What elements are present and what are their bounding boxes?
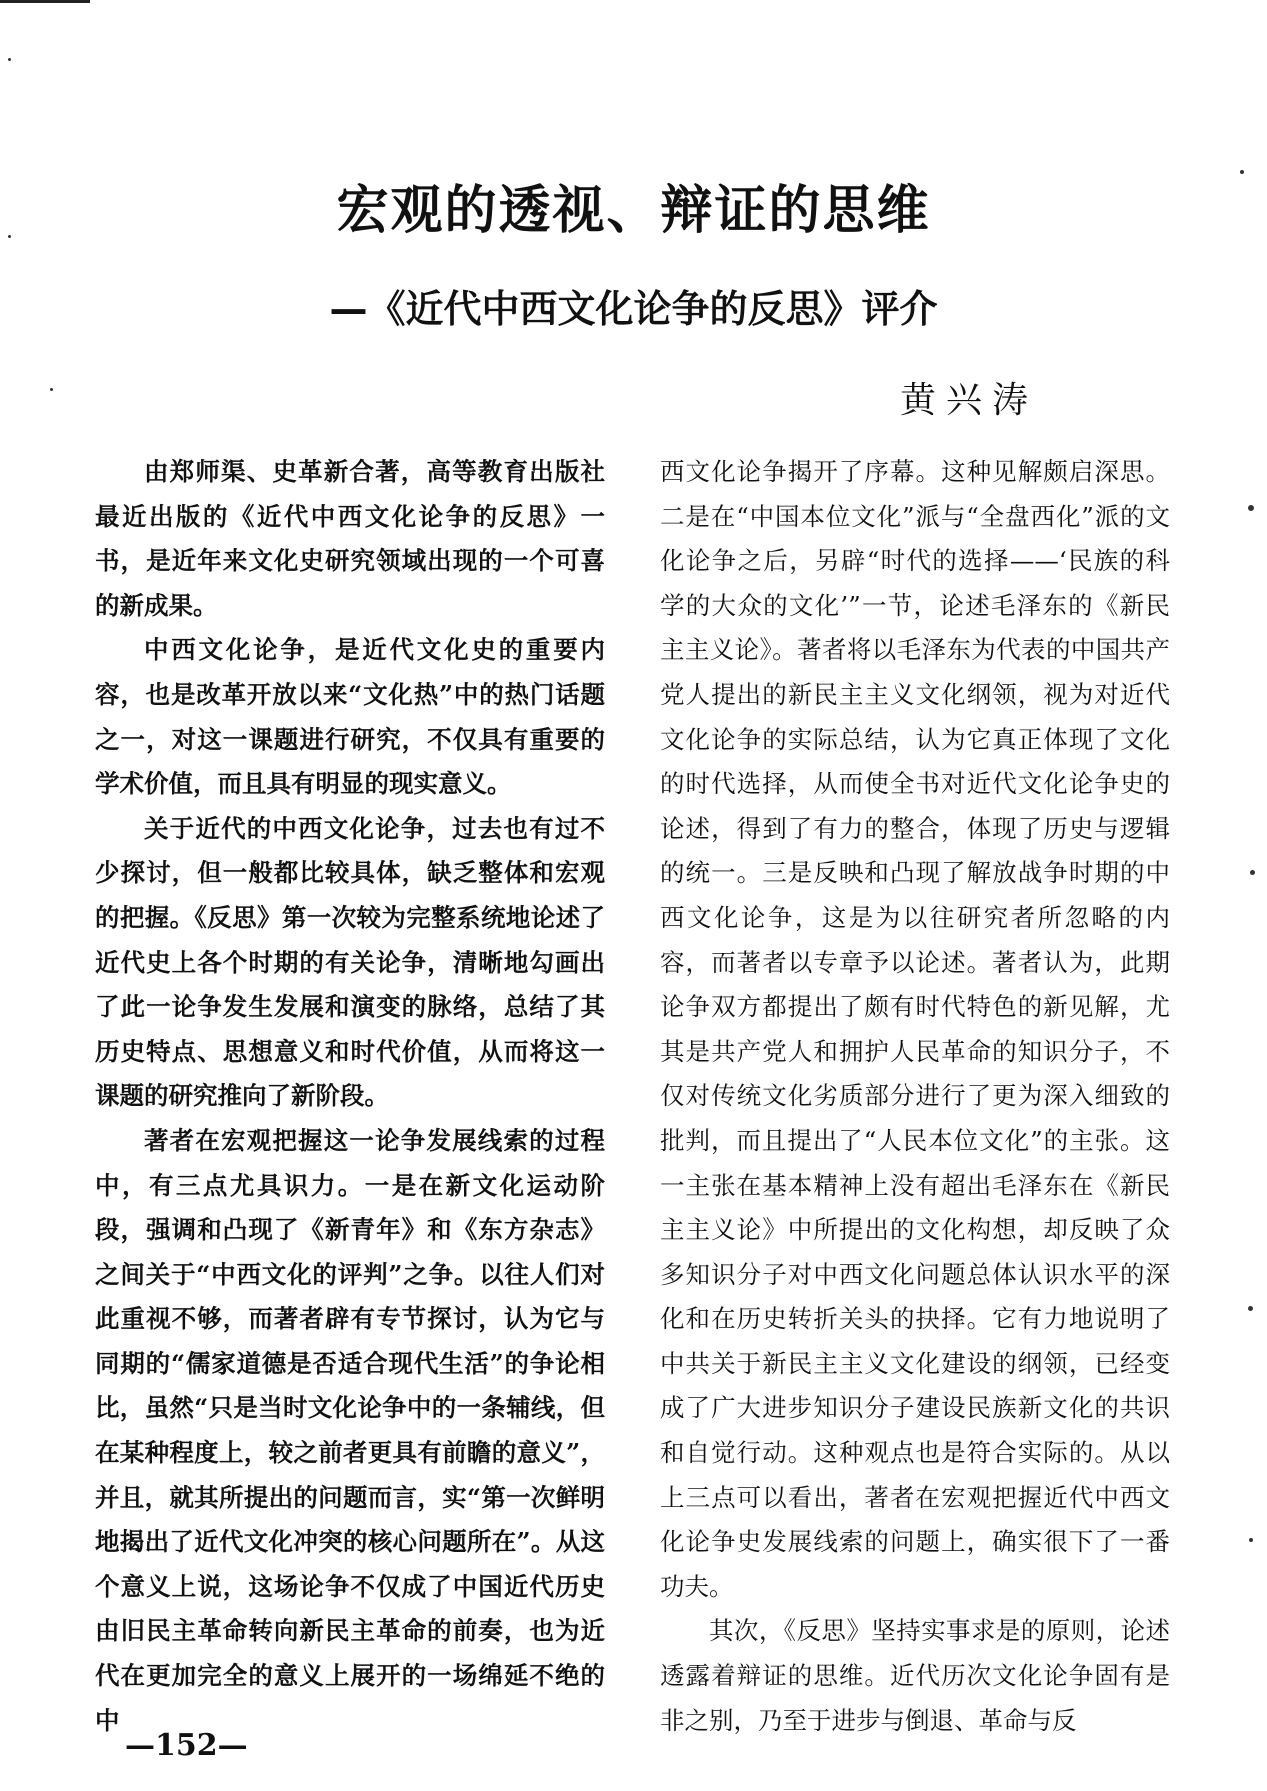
scan-mark: [1250, 870, 1255, 875]
scan-mark: [1248, 1306, 1253, 1311]
left-column: [95, 450, 605, 1735]
article-title: 宏观的透视、辩证的思维: [336, 181, 931, 241]
right-column: [660, 450, 1170, 1735]
left-paragraph-1: 由郑师渠、史革新合著，高等教育出版社最近出版的《近代中西文化论争的反思》一书，是近年来文化史研究领域出现的一个可喜的新成果。: [95, 457, 605, 620]
scan-mark: [8, 235, 11, 238]
author-name: 黄兴涛: [900, 380, 1039, 421]
page-number: —152—: [125, 1728, 248, 1763]
left-paragraph-4: 著者在宏观把握这一论争发展线索的过程中，有三点尤具识力。一是在新文化运动阶段，强调和凸现了《新青年》和《东方杂志》之间关于“中西文化的评判”之争。以往人们对此重视不够，而著者辟有专节探讨，认为它与同期的“儒家道德是否适合现代生活”的争论相比，虽然“只是当时文化论争中的一条辅线，但在某种程度上，较之前者更具有前瞻的意义”，并且，就其所提出的问题而言，实“第一次鲜明地揭出了近代文化冲突的核心问题所在”。从这个意义上说，这场论争不仅成了中国近代历史由旧民主革命转向新民主革命的前奏，也为近代在更加完全的意义上展开的一场绵延不绝的中: [95, 1125, 605, 1735]
right-paragraph-2: 其次，《反思》坚持实事求是的原则，论述透露着辩证的思维。近代历次文化论争固有是非之别，乃至于进步与倒退、革命与反: [660, 1616, 1170, 1735]
left-paragraph-2: 中西文化论争，是近代文化史的重要内容，也是改革开放以来“文化热”中的热门话题之一，对这一课题进行研究，不仅具有重要的学术价值，而且具有明显的现实意义。: [95, 635, 605, 799]
scan-mark: [1248, 505, 1254, 511]
scan-mark: [8, 58, 11, 61]
scan-mark: [50, 388, 53, 391]
scan-mark: [1240, 170, 1244, 174]
right-paragraph-1: 西文化论争揭开了序幕。这种见解颇启深思。二是在“中国本位文化”派与“全盘西化”派的文化论争之后，另辟“时代的选择——‘民族的科学的大众的文化’”一节，论述毛泽东的《新民主主义论》。著者将以毛泽东为代表的中国共产党人提出的新民主主义文化纲领，视为对近代文化论争的实际总结，认为它真正体现了文化的时代选择，从而使全书对近代文化论争史的论述，得到了有力的整合，体现了历史与逻辑的统一。三是反映和凸现了解放战争时期的中西文化论争，这是为以往研究者所忽略的内容，而著者以专章予以论述。著者认为，此期论争双方都提出了颇有时代特色的新见解，尤其是共产党人和拥护人民革命的知识分子，不仅对传统文化劣质部分进行了更为深入细致的批判，而且提出了“人民本位文化”的主张。这一主张在基本精神上没有超出毛泽东在《新民主主义论》中所提出的文化构想，却反映了众多知识分子对中西文化问题总体认识水平的深化和在历史转折关头的抉择。它有力地说明了中共关于新民主主义文化建设的纲领，已经变成了广大进步知识分子建设民族新文化的共识和自觉行动。这种观点也是符合实际的。从以上三点可以看出，著者在宏观把握近代中西文化论争史发展线索的问题上，确实很下了一番功夫。: [660, 457, 1170, 1601]
top-rule: [0, 0, 90, 3]
article-subtitle: —《近代中西文化论争的反思》评介: [329, 287, 938, 331]
scan-mark: [1249, 1538, 1253, 1542]
left-paragraph-3: 关于近代的中西文化论争，过去也有过不少探讨，但一般都比较具体，缺乏整体和宏观的把握。《反思》第一次较为完整系统地论述了近代史上各个时期的有关论争，清晰地勾画出了此一论争发生发展和演变的脉络，总结了其历史特点、思想意义和时代价值，从而将这一课题的研究推向了新阶段。: [95, 813, 605, 1111]
